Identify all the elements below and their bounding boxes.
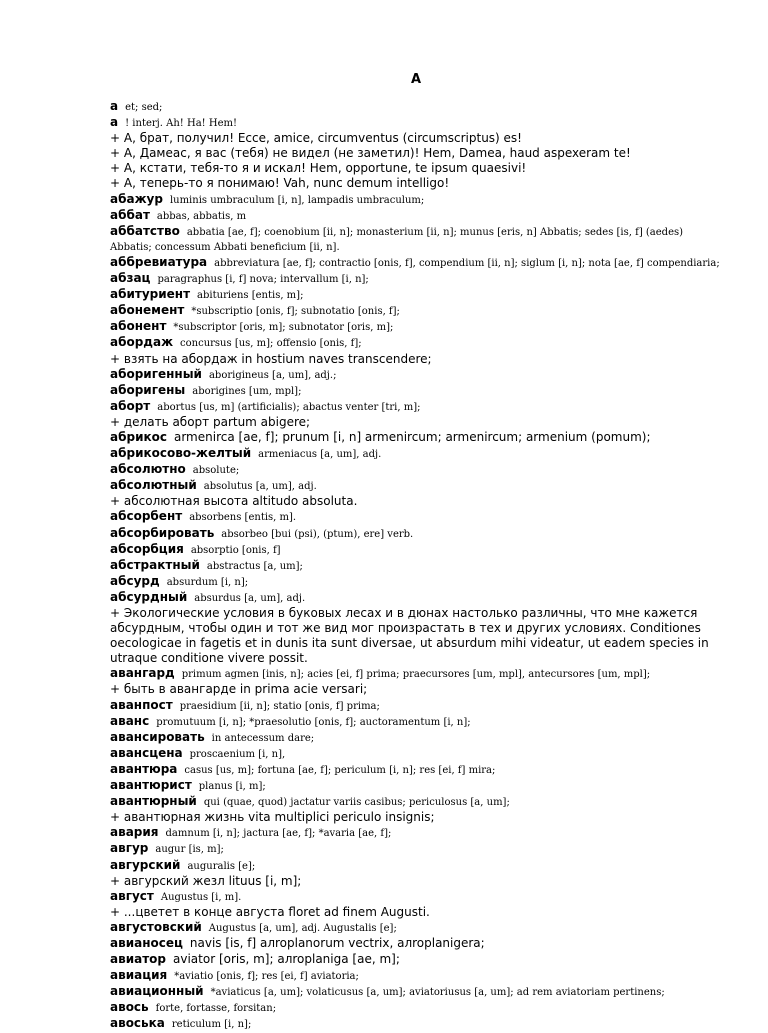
dictionary-entry bbox=[110, 858, 720, 874]
dictionary-entry bbox=[110, 383, 720, 399]
headword: аборигенный bbox=[110, 366, 202, 381]
dictionary-entry bbox=[110, 778, 720, 794]
headword: абрикосово-желтый bbox=[110, 446, 252, 461]
headword: аббревиатура bbox=[110, 254, 208, 269]
dictionary-entry bbox=[110, 1016, 720, 1032]
dictionary-entry bbox=[110, 208, 720, 224]
headword: авансировать bbox=[110, 729, 205, 744]
example-phrase: + авгурский жезл lituus [i, m]; bbox=[110, 873, 302, 888]
translation: absurdum [i, n]; bbox=[166, 576, 249, 588]
translation: armeniacus [a, um], adj. bbox=[258, 449, 382, 461]
translation: augur [is, m]; bbox=[155, 844, 224, 856]
translation: abbreviatura [ae, f]; contractio [onis, f], compendium [ii, n]; siglum [i, n]; nota [ae, f] compendiaria; bbox=[214, 257, 720, 269]
headword: а bbox=[110, 115, 119, 130]
dictionary-entry bbox=[110, 115, 720, 131]
dictionary-entry bbox=[110, 825, 720, 841]
dictionary-entry bbox=[110, 271, 720, 287]
translation: casus [us, m]; fortuna [ae, f]; periculum [i, n]; res [ei, f] mira; bbox=[184, 764, 496, 776]
headword: аванпост bbox=[110, 697, 173, 712]
dictionary-entry bbox=[110, 952, 720, 968]
headword: авгур bbox=[110, 841, 149, 856]
translation: absorbeo [bui (psi), (ptum), ere] verb. bbox=[221, 528, 414, 540]
example-phrase: + быть в авангарде in prima acie versari; bbox=[110, 682, 368, 697]
translation: forte, fortasse, forsitan; bbox=[155, 1003, 277, 1015]
translation: luminis umbraculum [i, n], lampadis umbraculum; bbox=[169, 194, 425, 206]
translation: abbatia [ae, f]; coenobium [ii, n]; monasterium [ii, n]; munus [eris, n] Abbatis; sedes [is, f] (aedes) Abbatis; concessum Abbati beneficium [ii, n]. bbox=[110, 226, 684, 253]
dictionary-entry bbox=[110, 984, 720, 1000]
headword: абонемент bbox=[110, 303, 185, 318]
dictionary-entry bbox=[110, 920, 720, 936]
dictionary-entry bbox=[110, 698, 720, 714]
headword: абрикос bbox=[110, 429, 167, 444]
translation: concursus [us, m]; offensio [onis, f]; bbox=[180, 338, 362, 350]
headword: авиация bbox=[110, 968, 168, 983]
dictionary-entry bbox=[110, 558, 720, 574]
translation: ! interj. Ah! Ha! Hem! bbox=[125, 118, 237, 130]
dictionary-entry bbox=[110, 730, 720, 746]
dictionary-entry bbox=[110, 462, 720, 478]
headword: авантюрист bbox=[110, 778, 192, 793]
dictionary-page bbox=[110, 72, 720, 1033]
headword: август bbox=[110, 888, 154, 903]
translation: aviator [oris, m]; aлroplaniga [ae, m]; bbox=[173, 952, 400, 967]
headword: аванс bbox=[110, 713, 150, 728]
dictionary-entry bbox=[110, 430, 720, 446]
headword: абажур bbox=[110, 191, 163, 206]
translation: Augustus [i, m]. bbox=[160, 891, 242, 903]
example-phrase: + А, Дамеас, я вас (тебя) не видел (не заметил)! Hem, Damea, haud aspexeram te! bbox=[110, 146, 631, 161]
dictionary-entry bbox=[110, 99, 720, 115]
example-phrase: + ...цветет в конце августа floret ad finem Augusti. bbox=[110, 904, 430, 919]
headword: абзац bbox=[110, 271, 151, 286]
headword: абордаж bbox=[110, 335, 174, 350]
entry-list bbox=[110, 99, 720, 1033]
headword: авантюра bbox=[110, 761, 178, 776]
dictionary-entry bbox=[110, 889, 720, 905]
dictionary-entry bbox=[110, 841, 720, 857]
dictionary-entry bbox=[110, 1000, 720, 1016]
headword: аборигены bbox=[110, 382, 186, 397]
dictionary-entry bbox=[110, 192, 720, 208]
translation: et; sed; bbox=[125, 102, 163, 113]
translation: aborigineus [a, um], adj.; bbox=[208, 369, 337, 381]
dictionary-entry bbox=[110, 446, 720, 462]
headword: аббатство bbox=[110, 223, 180, 238]
headword: авиатор bbox=[110, 952, 166, 967]
translation: navis [is, f] aлroplanorum vectrix, aлroplanіgera; bbox=[189, 935, 485, 950]
dictionary-entry bbox=[110, 542, 720, 558]
translation: reticulum [i, n]; bbox=[171, 1019, 252, 1031]
dictionary-entry bbox=[110, 936, 720, 952]
headword: авантюрный bbox=[110, 794, 197, 809]
example-phrase: + авантюрная жизнь vita multiplici periculo insignis; bbox=[110, 810, 435, 825]
translation: absurdus [a, um], adj. bbox=[194, 592, 306, 604]
headword: абонент bbox=[110, 319, 167, 334]
headword: абсолютно bbox=[110, 462, 186, 477]
dictionary-entry bbox=[110, 255, 720, 271]
example-phrase: + Экологические условия в буковых лесах и в дюнах настолько различны, что мне кажется абсурдным, чтобы один и тот же вид мог произрастать в тех и других условиях. Conditiones oecologicae in fagetis et in dunis ita sunt diversae, ut absurdum mihi videatur, ut eadem species in utraque conditione vivere possit. bbox=[110, 606, 709, 666]
headword: абсурд bbox=[110, 573, 160, 588]
headword: а bbox=[110, 99, 119, 113]
dictionary-entry bbox=[110, 478, 720, 494]
translation: proscaenium [i, n], bbox=[189, 748, 286, 760]
headword: абсорбировать bbox=[110, 525, 215, 540]
translation: *aviatio [onis, f]; res [ei, f] aviatoria; bbox=[174, 971, 359, 983]
dictionary-entry bbox=[110, 794, 720, 810]
headword: авиационный bbox=[110, 984, 204, 999]
headword: абсорбция bbox=[110, 541, 184, 556]
translation: *subscriptio [onis, f]; subnotatio [onis, f]; bbox=[191, 306, 400, 318]
translation: absorptio [onis, f] bbox=[190, 544, 281, 556]
translation: absolute; bbox=[192, 465, 240, 477]
dictionary-entry bbox=[110, 590, 720, 606]
example-phrase: + А, кстати, тебя-то я и искал! Hem, opportune, te ipsum quaesivi! bbox=[110, 161, 527, 176]
dictionary-entry bbox=[110, 319, 720, 335]
translation: *aviaticus [a, um]; volaticusus [a, um]; aviatoriusus [a, um]; ad rem aviatoriam pertinens; bbox=[210, 987, 665, 999]
headword: абстрактный bbox=[110, 557, 200, 572]
translation: promutuum [i, n]; *praesolutio [onis, f]; auctoramentum [i, n]; bbox=[156, 716, 471, 728]
translation: qui (quae, quod) jactatur variis casibus; periculosus [a, um]; bbox=[203, 797, 510, 809]
headword: авось bbox=[110, 1000, 149, 1015]
headword: абсолютный bbox=[110, 478, 197, 493]
headword: авоська bbox=[110, 1016, 165, 1031]
example-phrase: + А, теперь-то я понимаю! Vah, nunc demum intelligo! bbox=[110, 176, 450, 191]
translation: auguralis [e]; bbox=[187, 860, 256, 872]
dictionary-entry bbox=[110, 509, 720, 525]
headword: аборт bbox=[110, 398, 151, 413]
dictionary-entry bbox=[110, 367, 720, 383]
headword: авансцена bbox=[110, 745, 183, 760]
translation: *subscriptor [oris, m]; subnotator [oris, m]; bbox=[173, 322, 394, 334]
translation: praesidium [ii, n]; statio [onis, f] prima; bbox=[179, 700, 380, 712]
dictionary-entry bbox=[110, 399, 720, 415]
dictionary-entry bbox=[110, 526, 720, 542]
translation: in antecessum dare; bbox=[211, 732, 315, 744]
dictionary-entry bbox=[110, 303, 720, 319]
dictionary-entry bbox=[110, 287, 720, 303]
dictionary-entry bbox=[110, 762, 720, 778]
dictionary-entry bbox=[110, 968, 720, 984]
translation: abituriens [entis, m]; bbox=[197, 290, 304, 302]
translation: abbas, abbatis, m bbox=[156, 210, 247, 222]
translation: absolutus [a, um], adj. bbox=[203, 481, 317, 493]
dictionary-entry bbox=[110, 224, 720, 255]
translation: abstractus [a, um]; bbox=[206, 560, 303, 572]
translation: abortus [us, m] (artificialis); abactus venter [tri, m]; bbox=[157, 401, 421, 413]
headword: аббат bbox=[110, 207, 150, 222]
dictionary-entry bbox=[110, 666, 720, 682]
headword: авгурский bbox=[110, 857, 181, 872]
translation: planus [i, m]; bbox=[198, 781, 266, 793]
headword: абсурдный bbox=[110, 589, 188, 604]
dictionary-entry bbox=[110, 714, 720, 730]
section-letter: А bbox=[410, 72, 422, 87]
headword: авианосец bbox=[110, 935, 183, 950]
translation: aborigines [um, mpl]; bbox=[192, 385, 302, 397]
example-phrase: + абсолютная высота altitudo absoluta. bbox=[110, 494, 358, 509]
headword: абитуриент bbox=[110, 287, 191, 302]
translation: paragraphus [i, f] nova; intervallum [i, n]; bbox=[157, 274, 369, 286]
headword: авария bbox=[110, 825, 159, 840]
headword: авангард bbox=[110, 666, 175, 681]
dictionary-entry bbox=[110, 746, 720, 762]
example-phrase: + делать аборт partum abigere; bbox=[110, 414, 311, 429]
example-phrase: + А, брат, получил! Ecce, amice, circumventus (circumscriptus) es! bbox=[110, 131, 522, 146]
dictionary-entry bbox=[110, 335, 720, 351]
translation: primum agmen [inis, n]; acies [ei, f] prima; praecursores [um, mpl], antecursores [um, mpl]; bbox=[181, 669, 651, 681]
translation: Augustus [a, um], adj. Augustalis [e]; bbox=[208, 922, 397, 934]
example-phrase: + взять на абордаж in hostium naves transcendere; bbox=[110, 351, 432, 366]
headword: августовский bbox=[110, 919, 202, 934]
translation: armenirca [ae, f]; prunum [i, n] armenircum; armenircum; armenium (pomum); bbox=[173, 429, 651, 444]
translation: absorbens [entis, m]. bbox=[189, 512, 297, 524]
translation: damnum [i, n]; jactura [ae, f]; *avaria [ae, f]; bbox=[165, 828, 392, 840]
dictionary-entry bbox=[110, 574, 720, 590]
headword: абсорбент bbox=[110, 509, 183, 524]
